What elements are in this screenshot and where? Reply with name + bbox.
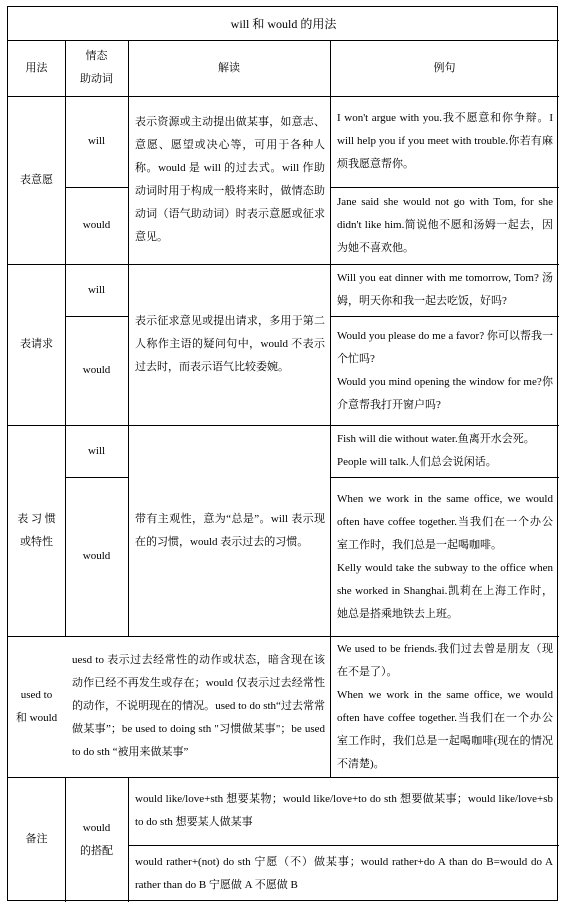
collocation-label xyxy=(65,777,128,902)
header-explain: 解读 xyxy=(218,61,240,74)
example-line: Fish will die without water.鱼离开水会死。 xyxy=(337,433,535,445)
note-would-rather: would rather+(not) do sth 宁愿（不）做某事；would rather+do A than do B=would do A rather than do B 宁愿做 A 不愿做 B xyxy=(135,855,553,891)
rule xyxy=(330,40,331,777)
modal-will: will xyxy=(87,135,106,147)
note-would-like: would like/love+sth 想要某物；would like/love+to do sth 想要做某事；would like/love+sb to do sth 想要某人做某事 xyxy=(135,793,553,828)
usage-table xyxy=(7,6,558,901)
example-request-will: Will you eat dinner with me tomorrow, Tom? 汤姆，明天你和我一起去吃饭，好吗? xyxy=(337,272,553,307)
explain-used-to: uesd to 表示过去经常性的动作或状态，暗含现在该动作已经不再发生或存在；would 仅表示过去经常性的动作，不说明现在的情况。used to do sth“过去常常做某事”；be used to doing sth "习惯做某事"；be used to do sth “被用来做某事” xyxy=(72,654,325,758)
example-line: When we work in the same office, we would often have coffee together.当我们在一个办公室工作时，我们总是一起喝咖啡。 xyxy=(337,492,553,551)
usage-habit xyxy=(8,425,65,636)
usage-willingness: 表意愿 xyxy=(20,173,53,186)
rule xyxy=(128,777,129,902)
header-modal-line1: 情态 xyxy=(85,50,108,62)
explain-request: 表示征求意见或提出请求，多用于第二人称作主语的疑问句中，would 不表示过去时，而表示语气比较委婉。 xyxy=(135,315,325,373)
header-usage: 用法 xyxy=(25,61,48,74)
example-habit-will xyxy=(337,425,553,477)
usage-used-to-line1: used to xyxy=(20,688,53,701)
example-line: When we work in the same office, we would often have coffee together.当我们在一个办公室工作时，我们总是一起喝咖啡(现在的情况不清楚)。 xyxy=(337,688,553,770)
table-title: will 和 would 的用法 xyxy=(230,17,337,31)
usage-habit-line2: 或特性 xyxy=(20,535,53,548)
modal-would: would xyxy=(82,550,111,562)
header-modal xyxy=(65,40,128,96)
example-habit-would xyxy=(337,477,553,636)
usage-request: 表请求 xyxy=(20,338,53,350)
example-willingness-would: Jane said she would not go with Tom, for she didn't like him.简说他不愿和汤姆一起去，因为她不喜欢他。 xyxy=(337,196,553,254)
example-used-to xyxy=(337,636,553,777)
usage-used-to-line2: 和 would xyxy=(15,711,58,724)
usage-used-to xyxy=(8,636,65,777)
collocation-line1: would xyxy=(82,821,111,834)
example-line: People will talk.人们总会说闲话。 xyxy=(337,456,497,468)
example-line: Kelly would take the subway to the office when she worked in Shanghai.凯莉在上海工作时，她总是搭乘地铁去上班。 xyxy=(337,561,553,620)
example-request-would xyxy=(337,316,553,425)
explain-willingness: 表示资源或主动提出做某事，如意志、意愿、愿望或决心等，可用于各种人称。would 是 will 的过去式。will 作助动词时用于构成一般将来时，做情态助动词（语气助动词）时表示意愿或征求意见。 xyxy=(135,116,325,243)
rule xyxy=(128,40,129,636)
header-example: 例句 xyxy=(433,61,456,74)
example-line: Would you please do me a favor? 你可以帮我一个忙吗? xyxy=(337,329,553,365)
usage-habit-line1: 表 习 惯 xyxy=(17,512,56,525)
example-willingness-will: I won't argue with you.我不愿意和你争辩。I will help you if you meet with trouble.你若有麻烦我愿意帮你。 xyxy=(337,112,553,170)
usage-notes: 备注 xyxy=(25,833,48,845)
header-modal-line2: 助动词 xyxy=(80,73,113,85)
explain-habit: 带有主观性，意为“总是”。will 表示现在的习惯，would 表示过去的习惯。 xyxy=(135,512,325,548)
example-line: We used to be friends.我们过去曾是朋友（现在不是了）。 xyxy=(337,642,553,678)
collocation-line2: 的搭配 xyxy=(80,844,113,857)
modal-would: would xyxy=(82,364,111,376)
modal-will: will xyxy=(87,444,106,457)
modal-will: will xyxy=(87,283,106,296)
modal-would: would xyxy=(82,219,111,231)
example-line: Would you mind opening the window for me?你介意帮我打开窗户吗? xyxy=(337,375,553,411)
